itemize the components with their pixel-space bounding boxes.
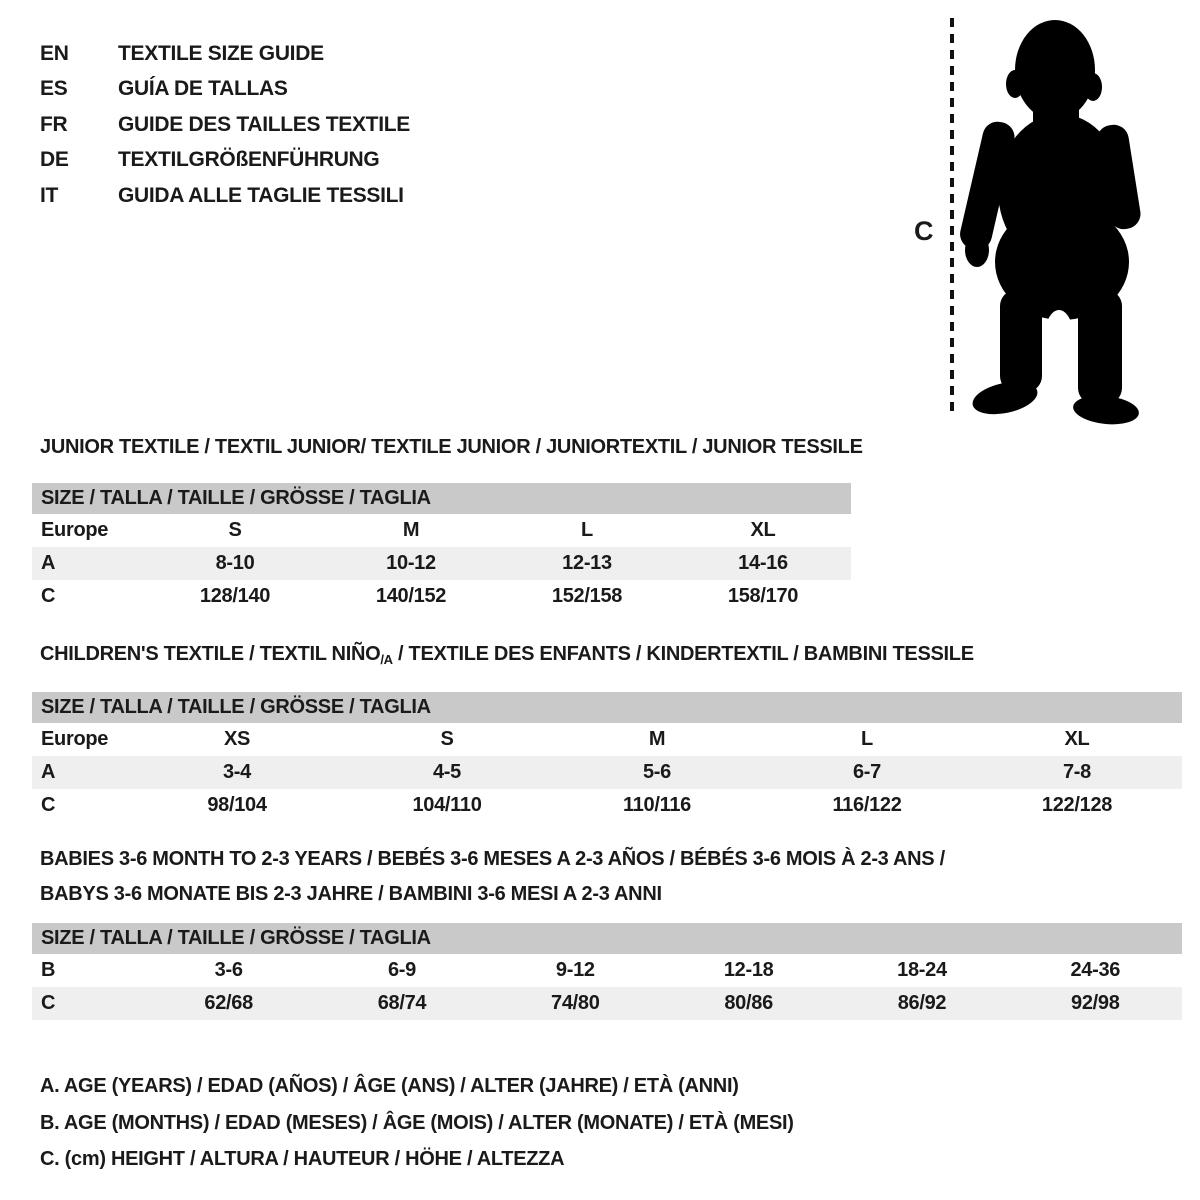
- guide-title: TEXTILE SIZE GUIDE: [118, 41, 324, 65]
- table-cell: 6-9: [387, 959, 416, 981]
- table-row: [32, 514, 851, 547]
- children-title-subscript: /A: [380, 652, 393, 667]
- babies-section-title: [40, 842, 945, 912]
- junior-size-table: [32, 483, 851, 613]
- children-title-post: / TEXTILE DES ENFANTS / KINDERTEXTIL / BAMBINI TESSILE: [392, 643, 974, 665]
- babies-title-line2: BABYS 3-6 MONATE BIS 2-3 JAHRE / BAMBINI 3-6 MESI A 2-3 ANNI: [40, 883, 662, 905]
- table-cell: 9-12: [555, 959, 595, 981]
- table-cell: 80/86: [724, 992, 773, 1014]
- table-cell: 3-6: [214, 959, 243, 981]
- guide-title: GUIDE DES TAILLES TEXTILE: [118, 112, 410, 136]
- legend-line-b: B. AGE (MONTHS) / EDAD (MESES) / ÂGE (MOIS) / ALTER (MONATE) / ETÀ (MESI): [40, 1111, 794, 1134]
- children-title-pre: CHILDREN'S TEXTILE / TEXTIL NIÑO: [40, 643, 381, 665]
- language-code: EN: [40, 41, 69, 65]
- guide-title: TEXTILGRÖßENFÜHRUNG: [118, 148, 380, 172]
- table-cell: M: [402, 519, 420, 541]
- table-cell: 10-12: [386, 552, 436, 574]
- table-cell: 68/74: [377, 992, 427, 1014]
- table-cell: 8-10: [215, 552, 255, 574]
- junior-section-title: JUNIOR TEXTILE / TEXTIL JUNIOR/ TEXTILE JUNIOR / JUNIORTEXTIL / JUNIOR TESSILE: [40, 436, 863, 458]
- table-cell: 140/152: [375, 585, 447, 607]
- size-header-row: SIZE / TALLA / TAILLE / GRÖSSE / TAGLIA: [32, 483, 851, 514]
- table-cell: 104/110: [412, 794, 482, 816]
- legend-line-a: A. AGE (YEARS) / EDAD (AÑOS) / ÂGE (ANS) / ALTER (JAHRE) / ETÀ (ANNI): [40, 1075, 739, 1097]
- size-header-row: SIZE / TALLA / TAILLE / GRÖSSE / TAGLIA: [32, 692, 1182, 723]
- row-label: A: [41, 761, 56, 783]
- table-row: [32, 723, 1182, 756]
- table-cell: 12-18: [723, 959, 774, 981]
- babies-size-table: [32, 923, 1182, 1020]
- table-cell: 98/104: [207, 794, 267, 816]
- row-label: Europe: [41, 728, 109, 750]
- guide-title: GUIDA ALLE TAGLIE TESSILI: [118, 183, 404, 207]
- table-cell: 110/116: [623, 794, 691, 816]
- size-header-row: SIZE / TALLA / TAILLE / GRÖSSE / TAGLIA: [32, 923, 1182, 954]
- table-cell: 14-16: [738, 552, 788, 574]
- babies-title-line1: BABIES 3-6 MONTH TO 2-3 YEARS / BEBÉS 3-6 MESES A 2-3 AÑOS / BÉBÉS 3-6 MOIS À 2-3 ANS /: [40, 848, 945, 870]
- table-cell: M: [648, 728, 666, 750]
- table-cell: 3-4: [222, 761, 251, 783]
- children-section-title: [40, 643, 974, 667]
- row-label: C: [41, 794, 56, 816]
- table-cell: 7-8: [1062, 761, 1091, 783]
- table-row: [32, 580, 851, 613]
- row-label: C: [41, 585, 56, 607]
- table-cell: 18-24: [897, 959, 947, 981]
- table-cell: S: [228, 519, 242, 541]
- row-label: A: [41, 552, 56, 574]
- table-cell: 128/140: [199, 585, 271, 607]
- table-cell: XL: [750, 519, 776, 541]
- toddler-silhouette-icon: [900, 0, 1200, 430]
- table-row: [32, 756, 1182, 789]
- table-cell: XS: [223, 728, 251, 750]
- row-label: C: [41, 992, 56, 1014]
- row-label: Europe: [41, 519, 109, 541]
- table-row: [32, 547, 851, 580]
- table-cell: 116/122: [832, 794, 902, 816]
- list-item: [40, 36, 410, 72]
- language-code: FR: [40, 112, 68, 136]
- measure-legend: [40, 1068, 794, 1178]
- row-label: B: [41, 959, 56, 981]
- guide-title: GUÍA DE TALLAS: [118, 77, 288, 101]
- list-item: [40, 72, 410, 108]
- legend-line-c: C. (cm) HEIGHT / ALTURA / HAUTEUR / HÖHE / ALTEZZA: [40, 1148, 565, 1170]
- list-item: [40, 107, 410, 143]
- language-title-list: [40, 36, 410, 214]
- table-cell: 74/80: [551, 992, 600, 1014]
- table-row: [32, 789, 1182, 822]
- table-cell: 62/68: [204, 992, 253, 1014]
- table-cell: 122/128: [1041, 794, 1113, 816]
- language-code: ES: [40, 77, 68, 101]
- table-row: [32, 987, 1182, 1020]
- language-code: DE: [40, 148, 69, 172]
- table-row: [32, 954, 1182, 987]
- list-item: [40, 143, 410, 179]
- table-cell: 12-13: [562, 552, 612, 574]
- table-cell: L: [581, 519, 593, 541]
- table-cell: L: [861, 728, 873, 750]
- table-cell: S: [440, 728, 454, 750]
- table-cell: 152/158: [551, 585, 623, 607]
- table-cell: 158/170: [727, 585, 799, 607]
- table-cell: 24-36: [1070, 959, 1121, 981]
- table-cell: 6-7: [852, 761, 881, 783]
- children-size-table: [32, 692, 1182, 822]
- table-cell: 5-6: [642, 761, 671, 783]
- table-cell: 4-5: [432, 761, 461, 783]
- list-item: [40, 178, 410, 214]
- table-cell: 86/92: [897, 992, 947, 1014]
- table-cell: 92/98: [1071, 992, 1120, 1014]
- language-code: IT: [40, 183, 59, 207]
- table-cell: XL: [1064, 728, 1090, 750]
- height-measure-label: C: [914, 216, 934, 246]
